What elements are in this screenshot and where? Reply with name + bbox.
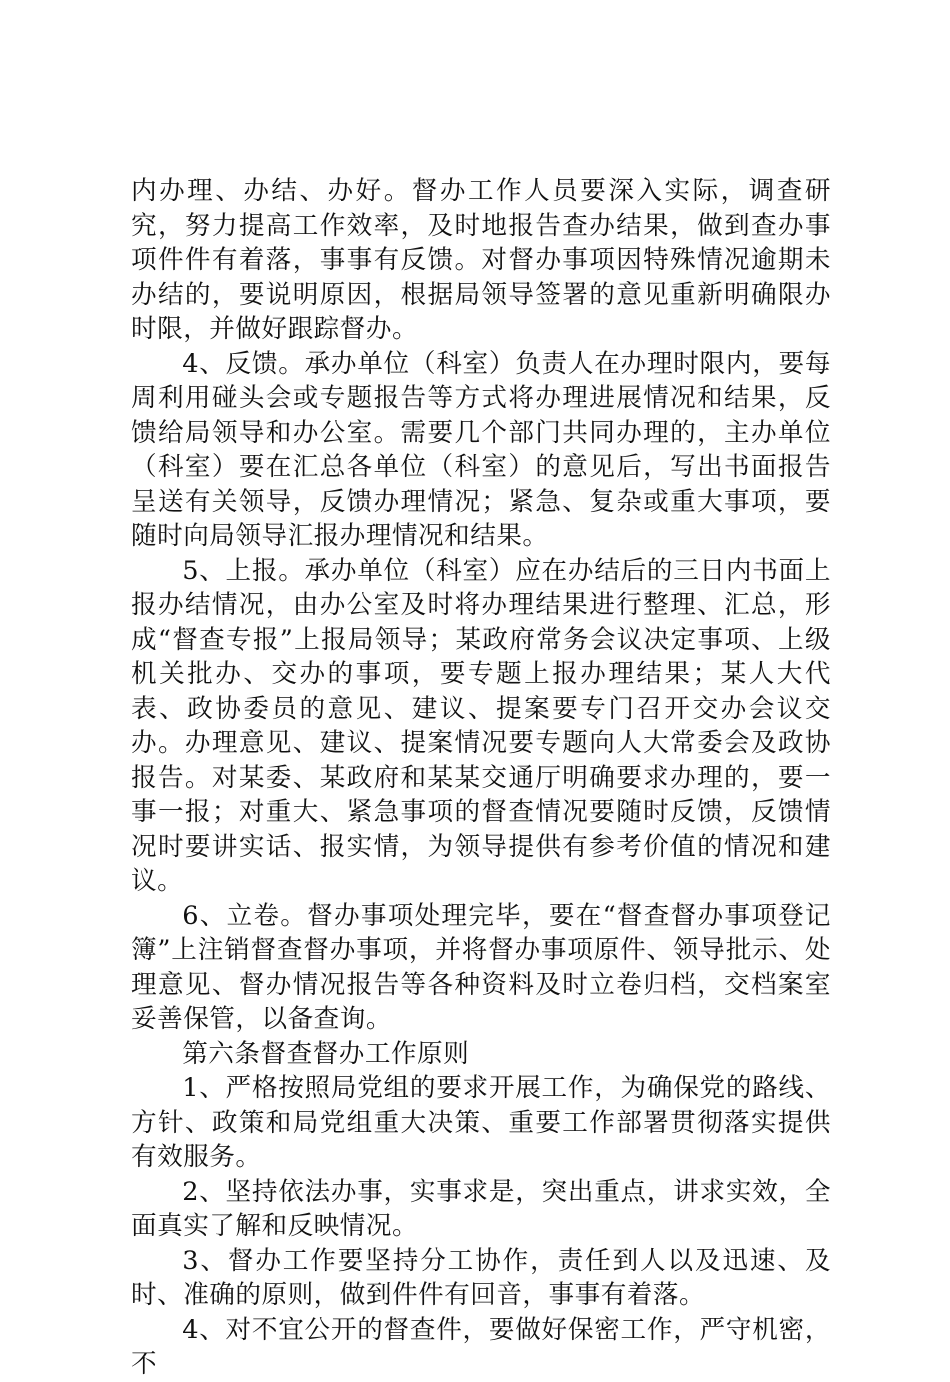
paragraph-feedback: 4、反馈。承办单位（科室）负责人在办理时限内，要每周利用碰头会或专题报告等方式将办理进展情况和结果，反馈给局领导和办公室。需要几个部门共同办理的，主办单位（科室）要在汇总各单位（科室）的意见后，写出书面报告呈送有关领导，反馈办理情况；紧急、复杂或重大事项，要随时向局领导汇报办理情况和结果。	[131, 348, 831, 551]
paragraph-report: 5、上报。承办单位（科室）应在办结后的三日内书面上报办结情况，由办公室及时将办理结果进行整理、汇总，形成“督查专报”上报局领导；某政府常务会议决定事项、上级机关批办、交办的事项，要专题上报办理结果；某人大代表、政协委员的意见、建议、提案要专门召开交办会议交办。办理意见、建议、提案情况要专题向人大常委会及政协报告。对某委、某政府和某某交通厅明确要求办理的，要一事一报；对重大、紧急事项的督查情况要随时反馈，反馈情况时要讲实话、报实情，为领导提供有参考价值的情况和建议。	[131, 555, 831, 896]
paragraph-principle-2: 2、坚持依法办事，实事求是，突出重点，讲求实效，全面真实了解和反映情况。	[131, 1176, 831, 1241]
section-heading-article-6: 第六条督查督办工作原则	[182, 1038, 470, 1069]
paragraph-filing: 6、立卷。督办事项处理完毕，要在“督查督办事项登记簿”上注销督查督办事项，并将督办事项原件、领导批示、处理意见、督办情况报告等各种资料及时立卷归档，交档案室妥善保管，以备查询。	[131, 900, 831, 1034]
paragraph-principle-3: 3、督办工作要坚持分工协作，责任到人以及迅速、及时、准确的原则，做到件件有回音，事事有着落。	[131, 1245, 831, 1310]
paragraph-principle-1: 1、严格按照局党组的要求开展工作，为确保党的路线、方针、政策和局党组重大决策、重要工作部署贯彻落实提供有效服务。	[131, 1073, 831, 1172]
paragraph-principle-4: 4、对不宜公开的督查件，要做好保密工作，严守机密，不	[131, 1314, 831, 1379]
paragraph-continuation: 内办理、办结、办好。督办工作人员要深入实际，调查研究，努力提高工作效率，及时地报告查办结果，做到查办事项件件有着落，事事有反馈。对督办事项因特殊情况逾期未办结的，要说明原因，根据局领导签署的意见重新明确限办时限，并做好跟踪督办。	[131, 176, 831, 344]
document-body	[131, 174, 831, 1382]
